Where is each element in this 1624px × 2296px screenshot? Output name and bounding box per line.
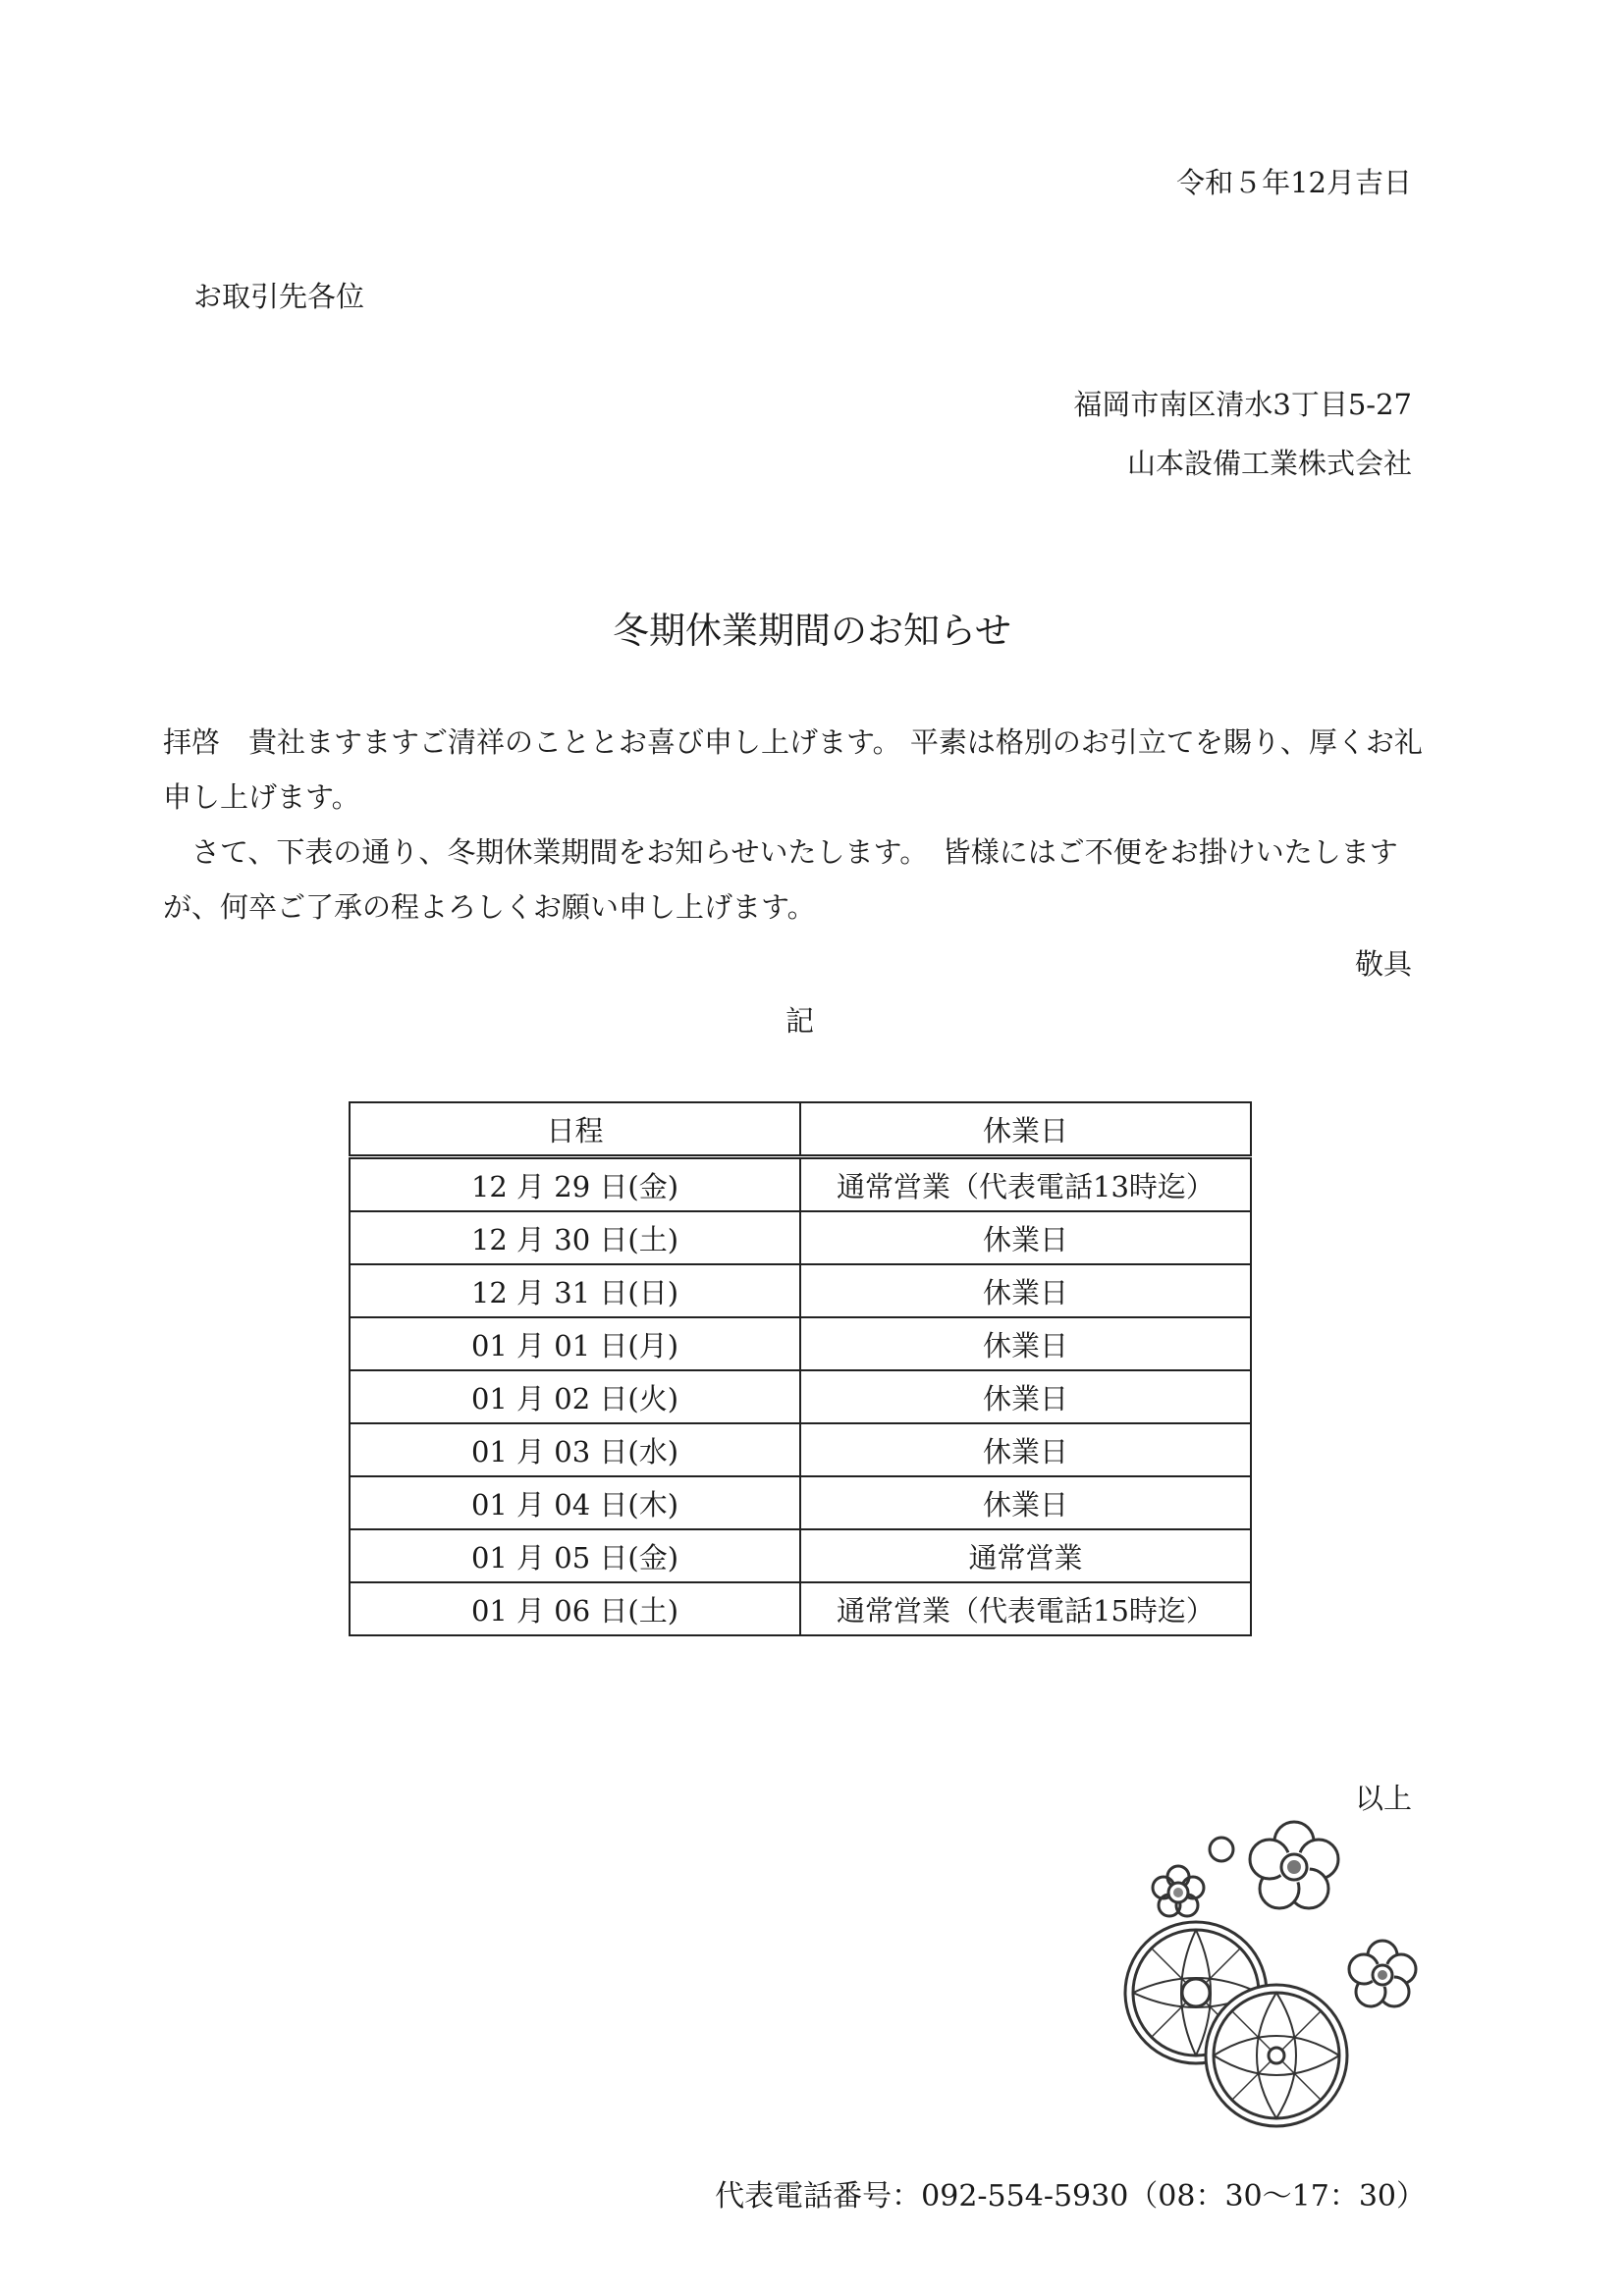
holiday-schedule-table bbox=[349, 1101, 1252, 1636]
notice-paragraph: さて、下表の通り、冬期休業期間をお知らせいたします。 皆様にはご不便をお掛けいたしますが、何卒ご了承の程よろしくお願い申し上げます。 bbox=[163, 835, 1398, 924]
table-cell-status: 通常営業（代表電話15時迄） bbox=[800, 1582, 1251, 1635]
table-cell-status: 通常営業（代表電話13時迄） bbox=[800, 1157, 1251, 1212]
table-cell-status: 休業日 bbox=[800, 1423, 1251, 1476]
table-cell-date: 01 月 04 日(木) bbox=[350, 1476, 800, 1529]
document-date: 令和５年12月吉日 bbox=[1176, 166, 1412, 199]
greeting-paragraph: 拝啓 貴社ますますご清祥のこととお喜び申し上げます。 平素は格別のお引立てを賜り、厚くお礼申し上げます。 bbox=[163, 725, 1423, 814]
column-header-schedule: 日程 bbox=[350, 1102, 800, 1157]
table-row bbox=[350, 1264, 1251, 1317]
table-cell-status: 休業日 bbox=[800, 1211, 1251, 1264]
table-row bbox=[350, 1529, 1251, 1582]
closing-ijou: 以上 bbox=[1354, 1782, 1412, 1815]
table-cell-date: 12 月 29 日(金) bbox=[350, 1157, 800, 1212]
table-cell-status: 休業日 bbox=[800, 1476, 1251, 1529]
table-cell-status: 通常営業 bbox=[800, 1529, 1251, 1582]
sender-company: 山本設備工業株式会社 bbox=[1126, 447, 1412, 480]
table-row bbox=[350, 1370, 1251, 1423]
table-cell-date: 01 月 06 日(土) bbox=[350, 1582, 800, 1635]
large-plum-flower-icon bbox=[1250, 1822, 1338, 1908]
table-cell-date: 01 月 01 日(月) bbox=[350, 1317, 800, 1370]
table-row bbox=[350, 1317, 1251, 1370]
table-cell-status: 休業日 bbox=[800, 1370, 1251, 1423]
small-circle-icon bbox=[1210, 1838, 1233, 1861]
table-row bbox=[350, 1476, 1251, 1529]
ki-heading: 記 bbox=[785, 1004, 815, 1038]
table-header-row bbox=[350, 1102, 1251, 1157]
table-cell-date: 12 月 30 日(土) bbox=[350, 1211, 800, 1264]
table-cell-date: 12 月 31 日(日) bbox=[350, 1264, 800, 1317]
small-plum-flower-icon bbox=[1153, 1866, 1204, 1916]
table-cell-status: 休業日 bbox=[800, 1264, 1251, 1317]
table-cell-date: 01 月 02 日(火) bbox=[350, 1370, 800, 1423]
sender-address: 福岡市南区清水3丁目5-27 bbox=[1073, 388, 1412, 421]
table-row bbox=[350, 1211, 1251, 1264]
table-cell-date: 01 月 03 日(水) bbox=[350, 1423, 800, 1476]
closing-keigu: 敬具 bbox=[1354, 947, 1412, 981]
flower-temari-icon bbox=[1119, 1806, 1434, 2130]
table-row bbox=[350, 1157, 1251, 1212]
recipient: お取引先各位 bbox=[193, 280, 365, 313]
table-cell-date: 01 月 05 日(金) bbox=[350, 1529, 800, 1582]
footer-phone: 代表電話番号：092-554-5930（08：30～17：30） bbox=[715, 2179, 1426, 2214]
table-cell-status: 休業日 bbox=[800, 1317, 1251, 1370]
document-title: 冬期休業期間のお知らせ bbox=[613, 610, 1011, 652]
table-row bbox=[350, 1582, 1251, 1635]
table-row bbox=[350, 1423, 1251, 1476]
temari-ball-right-icon bbox=[1206, 1985, 1347, 2126]
plum-flower-right-icon bbox=[1349, 1941, 1416, 2006]
column-header-holiday: 休業日 bbox=[800, 1102, 1251, 1157]
